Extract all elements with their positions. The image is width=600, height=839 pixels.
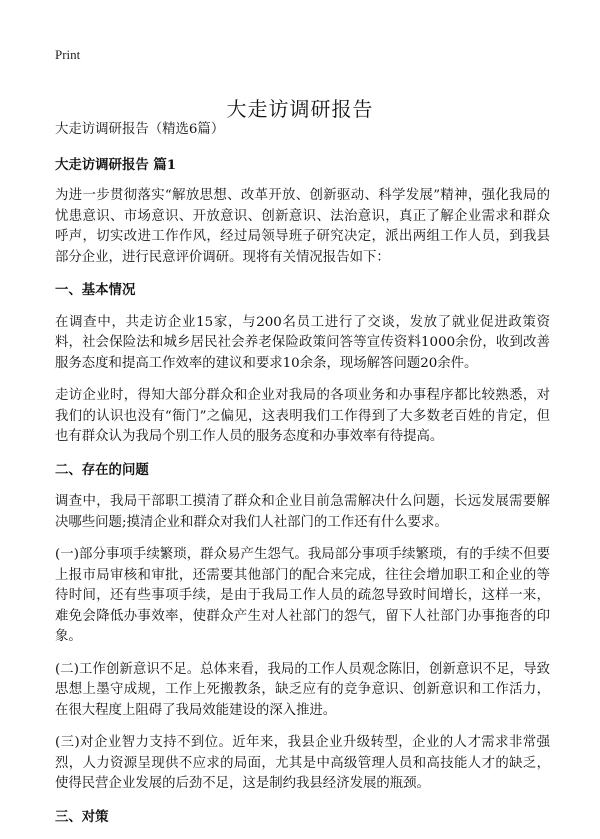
paragraph: 调查中，我局干部职工摸清了群众和企业目前急需解决什么问题，长远发展需要解决哪些问题;摸清企业和群众对我们人社部门的工作还有什么要求。 (55, 494, 550, 530)
section-heading-basic: 一、基本情况 (55, 282, 136, 298)
paragraph: (一)部分事项手续繁琐，群众易产生怨气。我局部分事项手续繁琐，有的手续不但要上报市局审核和审批，还需要其他部门的配合来完成，往往会增加职工和企业的等待时间，还有些事项手续，是由于我局工作人员的疏忽导致时间增长，这样一来，难免会降低办事效率，使群众产生对人社部门的怨气，留下人社部门办事拖沓的印象。 (55, 547, 550, 644)
subtitle: 大走访调研报告（精选6篇） (55, 122, 225, 137)
article-title: 大走访调研报告 篇1 (55, 156, 177, 173)
paragraph: 走访企业时，得知大部分群众和企业对我局的各项业务和办事程序都比较熟悉，对我们的认识也没有“衙门”之偏见，这表明我们工作得到了大多数老百姓的肯定，但也有群众认为我局个别工作人员的服务态度和办事效率有待提高。 (55, 388, 550, 444)
document-body (55, 120, 550, 839)
page-title: 大走访调研报告 (226, 97, 374, 122)
paragraph: 在调查中，共走访企业15家，与200名员工进行了交谈，发放了就业促进政策资料，社会保险法和城乡居民社会养老保险政策问答等宣传资料1000余份，收到改善服务态度和提高工作效率的建议和要求10余条，现场解答问题20余件。 (55, 314, 550, 371)
print-label[interactable]: Print (55, 47, 81, 62)
section-heading-measures: 三、对策 (55, 808, 109, 825)
paragraph: (三)对企业智力支持不到位。近年来，我县企业升级转型，企业的人才需求非常强烈，人力资源呈现供不应求的局面，尤其是中高级管理人员和高技能人才的缺乏，使得民营企业发展的后劲不足，这是制约我县经济发展的瓶颈。 (55, 735, 550, 791)
paragraph: (二)工作创新意识不足。总体来看，我局的工作人员观念陈旧，创新意识不足，导致思想上墨守成规，工作上死搬教条，缺乏应有的竞争意识、创新意识和工作活力，在很大程度上阻碍了我局效能建设的深入推进。 (55, 661, 550, 718)
intro-paragraph: 为进一步贯彻落实“解放思想、改革开放、创新驱动、科学发展”精神，强化我局的忧患意识、市场意识、开放意识、创新意识、法治意识，真正了解企业需求和群众呼声，切实改进工作作风，经过局领导班子研究决定，派出两组工作人员，到我县部分企业，进行民意评价调研。现将有关情况报告如下： (55, 188, 550, 265)
section-heading-problems: 二、存在的问题 (55, 461, 149, 478)
